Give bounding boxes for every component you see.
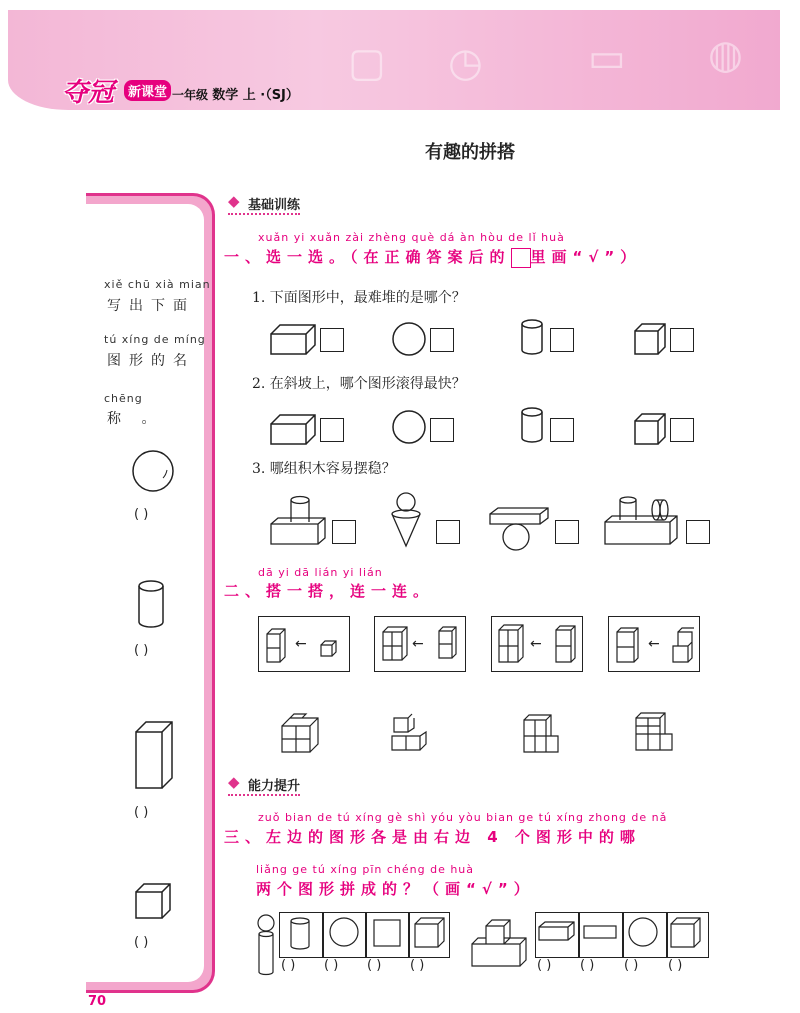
page-number: 70 — [88, 994, 107, 1009]
divider — [365, 912, 367, 958]
cylinder-option-icon — [288, 916, 314, 956]
combined-shape-icon — [522, 712, 562, 756]
divider — [622, 912, 624, 958]
answer-blank[interactable]: ( ) — [324, 958, 339, 973]
cylinder-shape — [136, 580, 176, 630]
answer-blank[interactable]: ( ) — [624, 958, 639, 973]
bag-icon: ▢ — [348, 40, 386, 86]
sidebar-text-3: 称 。 — [107, 411, 164, 427]
cube-shape — [134, 882, 174, 922]
checkbox-symbol — [511, 248, 531, 268]
cube-option-icon — [670, 916, 706, 952]
part1-pinyin: xuǎn yi xuǎn zài zhèng què dá àn hòu de lǐ huà — [258, 231, 565, 244]
sidebar-pinyin-3: chēng — [104, 392, 143, 405]
answer-blank[interactable]: ( ) — [537, 958, 552, 973]
answer-blank[interactable]: ( ) — [367, 958, 382, 973]
sphere-option-icon — [627, 916, 663, 952]
cube-stack-icon — [616, 624, 642, 666]
question-2: 2. 在斜坡上，哪个图形滚得最快？ — [252, 376, 466, 392]
part3-line-2: 两个图形拼成的？（画“√”） — [256, 880, 535, 898]
sphere-option-icon — [392, 320, 432, 360]
cylinder-option-icon — [520, 406, 550, 446]
answer-blank[interactable]: ( ) — [134, 643, 149, 658]
answer-box[interactable] — [670, 328, 694, 352]
divider — [322, 912, 324, 958]
block-set-1-icon — [270, 494, 330, 550]
divider — [666, 912, 668, 958]
combined-shape-icon — [470, 918, 536, 972]
square-option-icon — [372, 918, 404, 950]
answer-box[interactable] — [670, 418, 694, 442]
divider — [578, 912, 580, 958]
block-set-2-icon — [390, 492, 430, 550]
answer-blank[interactable]: ( ) — [410, 958, 425, 973]
question-3: 3. 哪组积木容易摆稳？ — [252, 461, 396, 477]
answer-blank[interactable]: ( ) — [134, 935, 149, 950]
cube-stack-icon — [672, 624, 696, 666]
globe-icon: ◍ — [708, 32, 743, 78]
answer-box[interactable] — [555, 520, 579, 544]
part3-pinyin-2: liǎng ge tú xíng pīn chéng de huà — [256, 863, 475, 876]
sidebar-text-2: 图形的名 — [107, 353, 195, 369]
arrow-left-icon: ← — [295, 636, 307, 652]
block-set-4-icon — [604, 494, 682, 550]
combined-shape-icon — [254, 914, 280, 978]
answer-box[interactable] — [430, 328, 454, 352]
small-cube-icon — [320, 640, 340, 660]
cuboid-option-icon — [270, 410, 320, 450]
logo: 夺冠 — [62, 78, 115, 108]
answer-blank[interactable]: ( ) — [134, 507, 149, 522]
rectangle-option-icon — [582, 924, 620, 942]
arrow-left-icon: ← — [412, 636, 424, 652]
answer-blank[interactable]: ( ) — [281, 958, 296, 973]
book-icon: ▭ — [588, 35, 626, 81]
cube-stack-icon — [555, 622, 579, 666]
sphere-shape — [130, 448, 180, 498]
answer-blank[interactable]: ( ) — [668, 958, 683, 973]
grade-label: 一年级 数学 上 ·（SJ） — [172, 88, 299, 103]
sphere-option-icon — [328, 916, 362, 950]
cube-stack-icon — [438, 626, 460, 662]
cylinder-option-icon — [520, 318, 550, 358]
combined-shape-icon — [390, 714, 430, 754]
answer-box[interactable] — [436, 520, 460, 544]
answer-box[interactable] — [332, 520, 356, 544]
answer-blank[interactable]: ( ) — [134, 805, 149, 820]
cube-stack-icon — [382, 624, 412, 664]
answer-box[interactable] — [550, 328, 574, 352]
section-basic-training: ◆ 基础训练 — [228, 194, 300, 215]
cuboid-option-icon — [270, 320, 320, 360]
question-1: 1. 下面图形中，最难堆的是哪个？ — [252, 290, 466, 306]
answer-box[interactable] — [320, 418, 344, 442]
answer-box[interactable] — [430, 418, 454, 442]
clock-icon: ◷ — [448, 40, 483, 86]
cube-stack-icon — [498, 622, 528, 666]
cuboid-option-icon — [538, 920, 578, 944]
answer-box[interactable] — [320, 328, 344, 352]
cube-option-icon — [634, 322, 674, 362]
arrow-left-icon: ← — [530, 636, 542, 652]
part3-pinyin-1: zuǒ bian de tú xíng gè shì yóu yòu bian ge tú xíng zhong de nǎ — [258, 811, 668, 824]
sidebar-text-1: 写出下面 — [107, 298, 195, 314]
cube-option-icon — [414, 916, 448, 950]
divider — [408, 912, 410, 958]
sphere-option-icon — [392, 408, 432, 448]
part2-title: 二、搭一搭，连一连。 — [224, 582, 435, 600]
part3-line-1: 三、左边的图形各是由右边 4 个图形中的哪 — [224, 828, 641, 846]
cuboid-shape — [134, 720, 184, 790]
part2-pinyin: dā yi dā lián yi lián — [258, 566, 383, 579]
answer-box[interactable] — [686, 520, 710, 544]
page-title: 有趣的拼搭 — [425, 142, 515, 163]
arrow-left-icon: ← — [648, 636, 660, 652]
answer-box[interactable] — [550, 418, 574, 442]
part1-title: 一、选一选。（在正确答案后的 里画“√”） — [224, 248, 642, 266]
logo-sub: 新课堂 — [124, 80, 171, 101]
section-advanced: ◆ 能力提升 — [228, 775, 300, 796]
cube-option-icon — [634, 412, 674, 452]
sidebar-pinyin-2: tú xíng de míng — [104, 333, 206, 346]
combined-shape-icon — [280, 712, 324, 756]
cube-stack-icon — [266, 626, 290, 666]
sidebar-pinyin-1: xiě chū xià mian — [104, 278, 211, 291]
answer-blank[interactable]: ( ) — [580, 958, 595, 973]
block-set-3-icon — [488, 504, 550, 552]
combined-shape-icon — [634, 710, 678, 756]
